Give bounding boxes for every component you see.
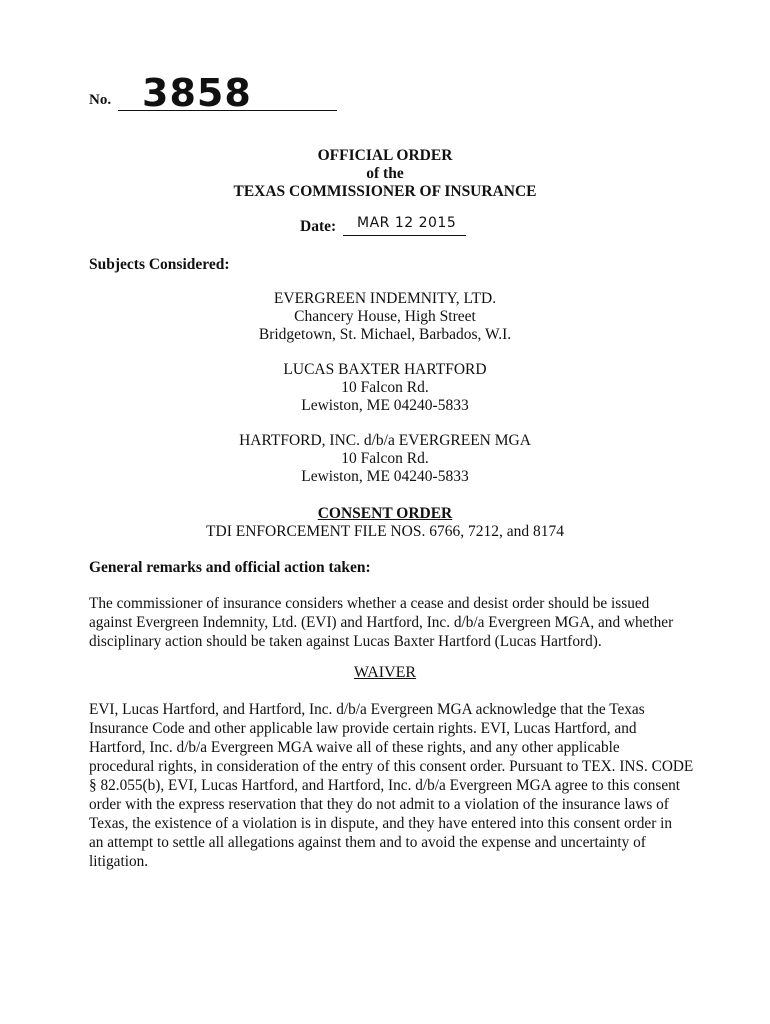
entity-2-city-line: Lewiston, ME 04240-5833 <box>301 397 469 414</box>
date-value: MAR 12 2015 <box>357 215 457 231</box>
waiver-line: Texas, the existence of a violation is in dispute, and they have entered into this consent order in <box>89 815 673 832</box>
entity-1-city-line: Bridgetown, St. Michael, Barbados, W.I. <box>258 326 512 343</box>
waiver-line: order with the express reservation that they do not admit to a violation of the insurance laws of <box>89 796 669 813</box>
waiver-paragraph <box>89 700 694 871</box>
remarks-line: The commissioner of insurance considers whether a cease and desist order should be issued <box>89 595 650 612</box>
order-number-label: No. <box>89 92 112 108</box>
header-commissioner: TEXAS COMMISSIONER OF INSURANCE <box>233 183 537 200</box>
entity-3-city-line: Lewiston, ME 04240-5833 <box>301 468 469 485</box>
waiver-line: procedural rights, in consideration of the entry of this consent order. Pursuant to TEX. INS. CODE <box>89 758 694 775</box>
header-title: OFFICIAL ORDER <box>317 147 453 164</box>
header-of-the: of the <box>366 165 404 182</box>
waiver-line: Insurance Code and other applicable law provide certain rights. EVI, Lucas Hartford, and <box>89 720 637 737</box>
general-remarks-label: General remarks and official action taken: <box>89 559 371 576</box>
enforcement-file-numbers: TDI ENFORCEMENT FILE NOS. 6766, 7212, and 8174 <box>206 523 564 540</box>
consent-order-heading-wrap <box>0 505 770 523</box>
order-number: 3858 <box>142 71 252 115</box>
waiver-line: EVI, Lucas Hartford, and Hartford, Inc. d/b/a Evergreen MGA acknowledge that the Texas <box>89 701 645 718</box>
waiver-line: Hartford, Inc. d/b/a Evergreen MGA waive all of these rights, and any other applicable <box>89 739 620 756</box>
waiver-heading-wrap <box>0 664 770 682</box>
entity-2-name: LUCAS BAXTER HARTFORD <box>283 361 487 378</box>
consent-order-heading: CONSENT ORDER <box>317 505 453 522</box>
entity-3-name: HARTFORD, INC. d/b/a EVERGREEN MGA <box>239 432 531 449</box>
entity-1-name: EVERGREEN INDEMNITY, LTD. <box>273 290 497 307</box>
date-underline <box>343 235 466 236</box>
waiver-line: litigation. <box>89 853 149 870</box>
subjects-label: Subjects Considered: <box>89 256 230 273</box>
entity-2-address-line: 10 Falcon Rd. <box>341 379 429 396</box>
entity-1-address-line: Chancery House, High Street <box>294 308 476 325</box>
waiver-line: § 82.055(b), EVI, Lucas Hartford, and Hartford, Inc. d/b/a Evergreen MGA agree to this consent <box>89 777 681 794</box>
remarks-paragraph <box>89 594 689 651</box>
remarks-line: against Evergreen Indemnity, Ltd. (EVI) and Hartford, Inc. d/b/a Evergreen MGA, and whether <box>89 614 674 631</box>
entity-3-address-line: 10 Falcon Rd. <box>341 450 429 467</box>
date-label: Date: <box>300 218 337 235</box>
remarks-line: disciplinary action should be taken against Lucas Baxter Hartford (Lucas Hartford). <box>89 633 602 650</box>
waiver-line: an attempt to settle all allegations against them and to avoid the expense and uncertainty of <box>89 834 646 851</box>
waiver-heading: WAIVER <box>353 664 417 681</box>
